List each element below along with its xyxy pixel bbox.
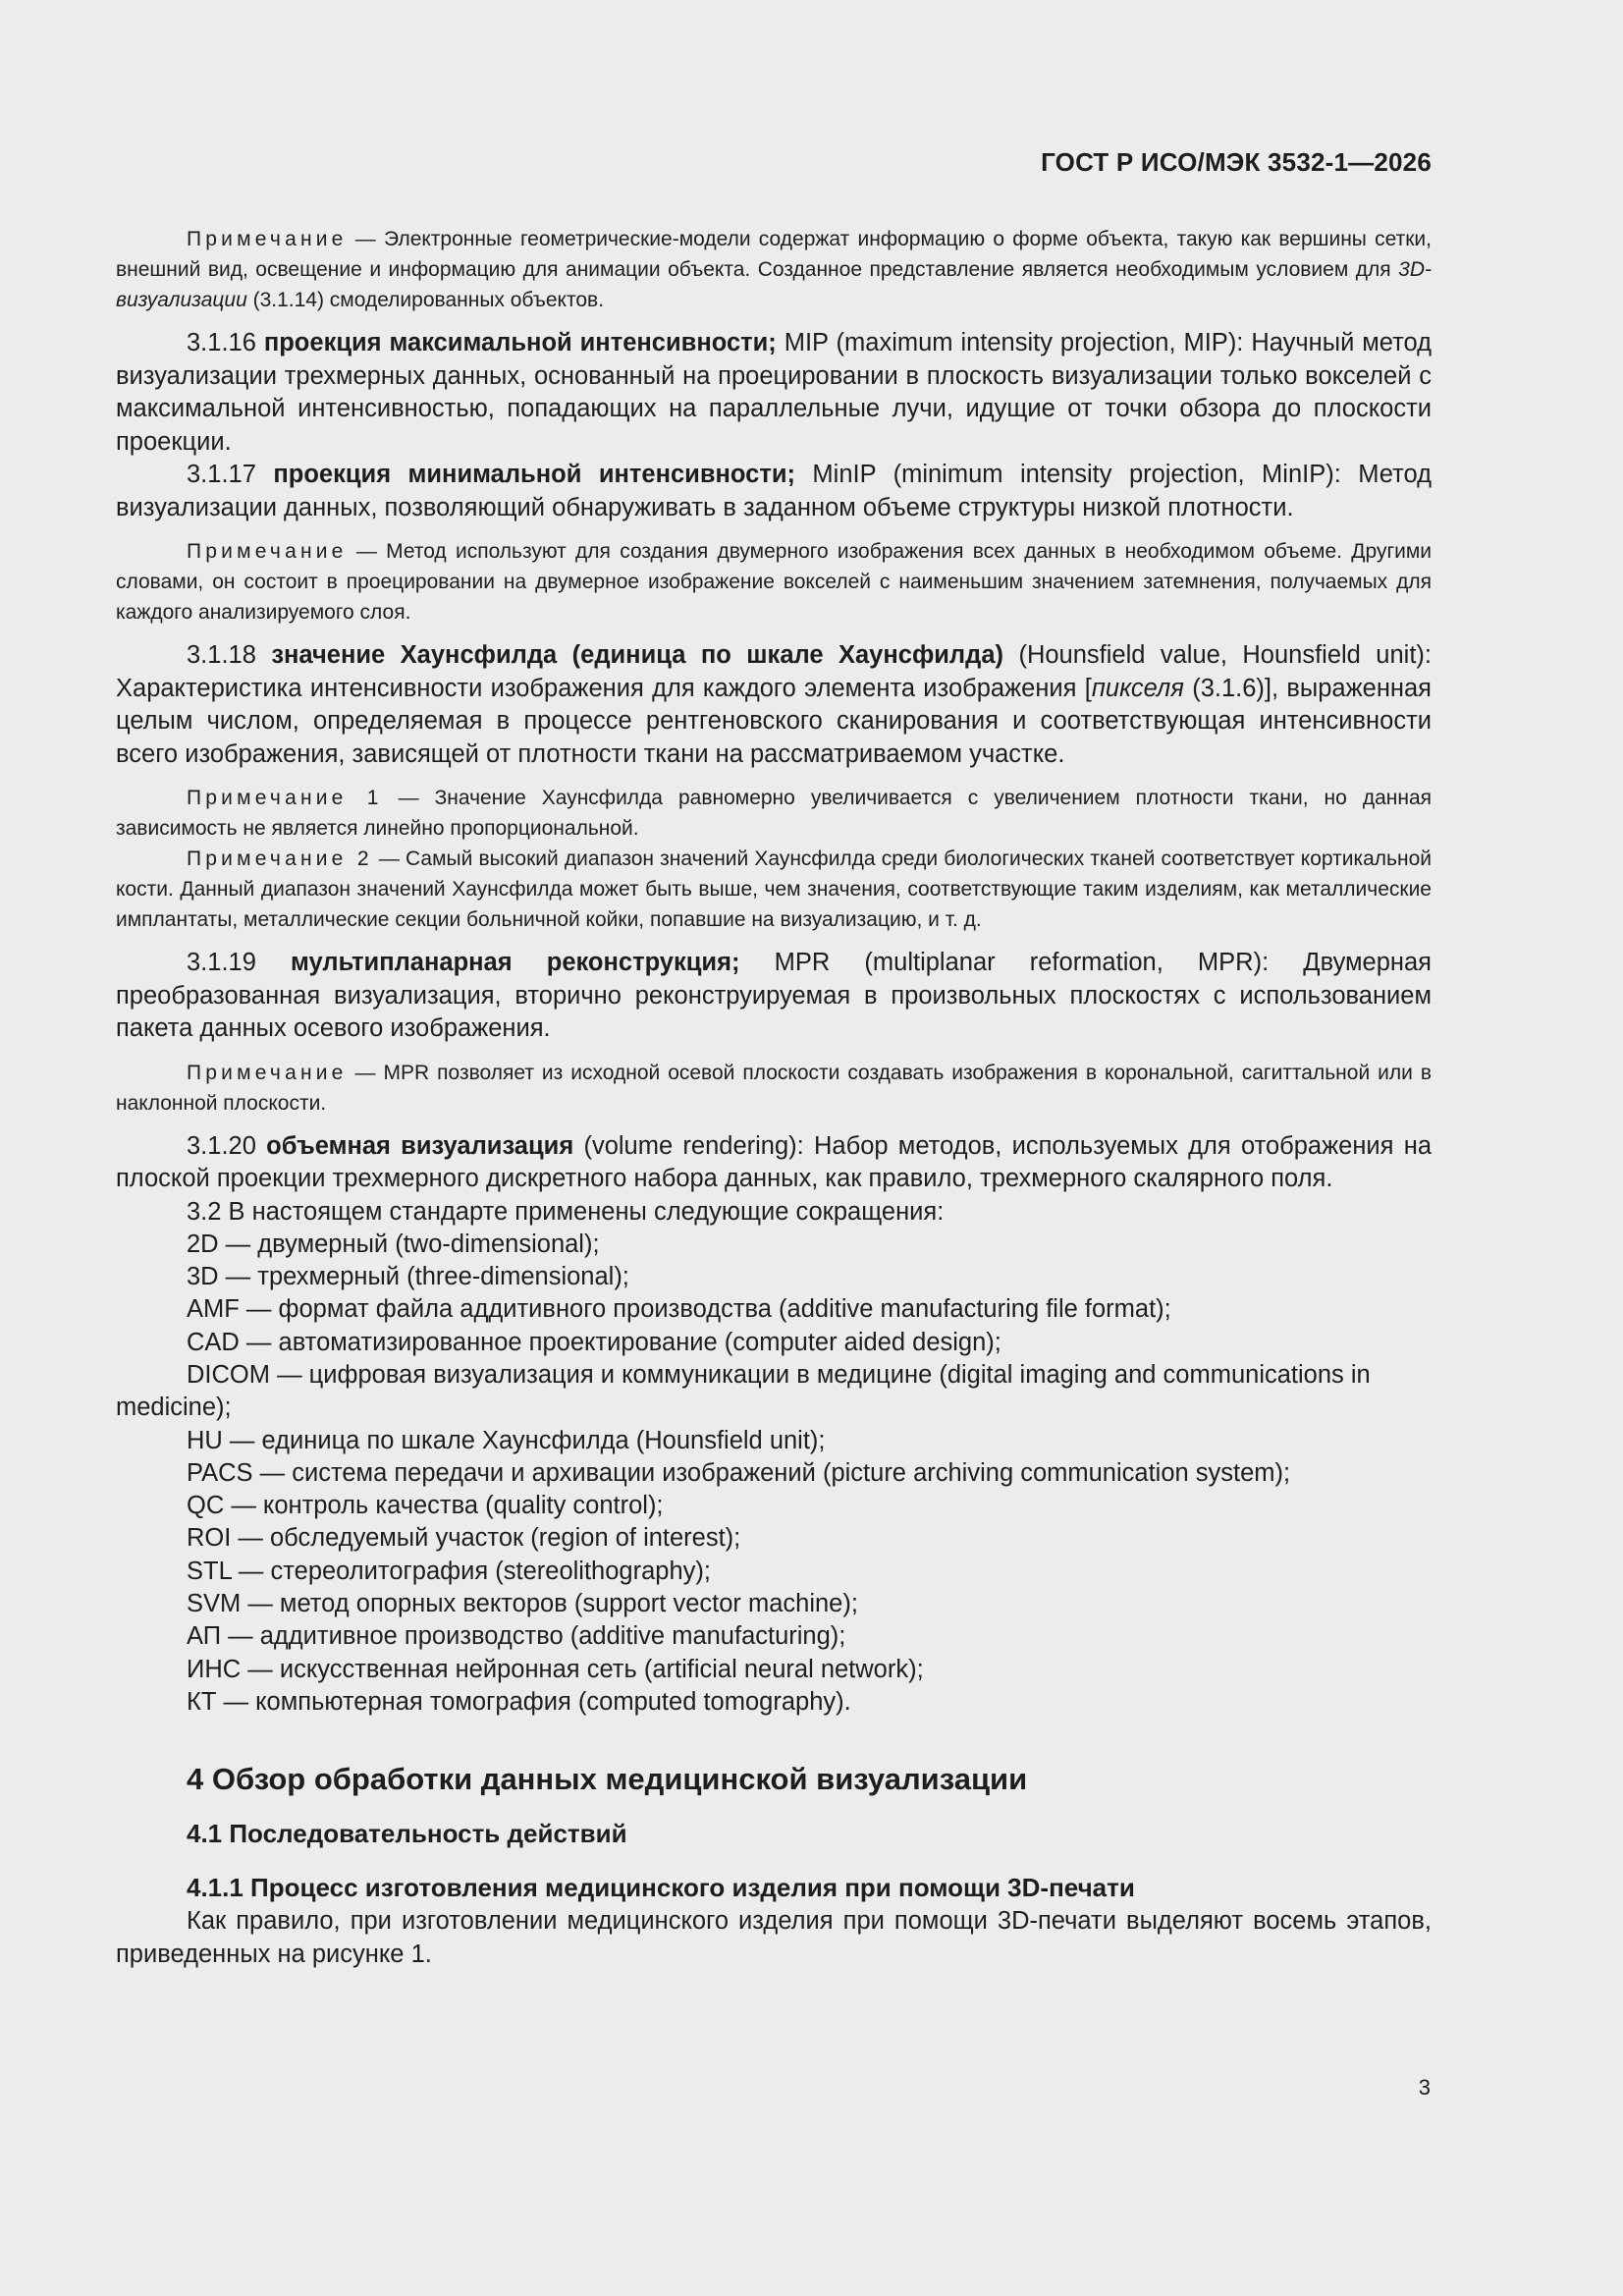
note-text: — MPR позволяет из исходной осевой плоскости создавать изображения в корональной, сагиттальной или в наклонной плоскости. — [116, 1061, 1432, 1115]
note-label: Примечание — [187, 228, 348, 250]
term-definition: MinIP (minimum intensity projection, MinIP): Метод визуализации данных, позволяющий обнаруживать в заданном объеме структуры низкой плотности. — [116, 461, 1432, 521]
page-content — [116, 224, 1432, 1983]
term-name: значение Хаунсфилда (единица по шкале Хаунсфилда) — [271, 641, 1003, 669]
note-text: — Самый высокий диапазон значений Хаунсфилда среди биологических тканей соответствует кортикальной кости. Данный диапазон значений Хаунсфилда может быть выше, чем значения, соответствующие таким изделиям, как металлические имплантаты, металлические секции больничной койки, попавшие на визуализацию, и т. д. — [116, 847, 1432, 931]
note-label: Примечание — [187, 1061, 348, 1084]
term-3-1-18 — [116, 639, 1432, 771]
document-header: ГОСТ Р ИСО/МЭК 3532-1—2026 — [1041, 147, 1432, 177]
abbreviation-item: CAD — автоматизированное проектирование (computer aided design); — [187, 1328, 1001, 1356]
note-paragraph — [116, 224, 1432, 315]
term-name: мультипланарная реконструкция; — [291, 949, 740, 976]
term-3-1-17 — [116, 459, 1432, 524]
abbreviation-item: ИНС — искусственная нейронная сеть (artificial neural network); — [187, 1655, 924, 1683]
term-number: 3.1.18 — [187, 641, 272, 669]
note-paragraph — [116, 1058, 1432, 1119]
abbreviation-item: АП — аддитивное производство (additive manufacturing); — [187, 1622, 846, 1651]
abbreviation-item: DICOM — цифровая визуализация и коммуникации в медицине (digital imaging and communications in medicine); — [116, 1360, 1371, 1422]
page-number: 3 — [1418, 2075, 1431, 2100]
note-text: — Метод используют для создания двумерного изображения всех данных в необходимом объеме. Другими словами, он состоит в проецировании на двумерное изображение вокселей с наименьшим значением затемнения, получаемых для каждого анализируемого слоя. — [116, 540, 1432, 624]
term-3-1-16 — [116, 327, 1432, 459]
abbreviation-item: PACS — система передачи и архивации изображений (picture archiving communication system); — [187, 1458, 1291, 1487]
term-name: проекция минимальной интенсивности; — [273, 461, 795, 488]
term-italic: пикселя — [1091, 674, 1184, 702]
note-paragraph — [116, 536, 1432, 628]
term-definition: MIP (maximum intensity projection, MIP): Научный метод визуализации трехмерных данных, основанный на проецировании в плоскость визуализации только вокселей с максимальной интенсивностью, попадающих на параллельные лучи, идущие от точки обзора до плоскости проекции. — [116, 329, 1432, 456]
note-label: Примечание — [187, 847, 348, 870]
term-3-1-19 — [116, 947, 1432, 1046]
abbreviation-item: AMF — формат файла аддитивного производства (additive manufacturing file format); — [187, 1295, 1171, 1324]
term-definition: MPR (multiplanar reformation, MPR): Двумерная преобразованная визуализация, вторично реконструируемая в произвольных плоскостях с использованием пакета данных осевого изображения. — [116, 949, 1432, 1042]
term-definition-tail: (3.1.6)], выраженная целым числом, определяемая в процессе рентгеновского сканирования и соответствующая интенсивности всего изображения, зависящей от плотности ткани на рассматриваемом участке. — [116, 674, 1432, 768]
note-text: — Электронные геометрические-модели содержат информацию о форме объекта, такую как вершины сетки, внешний вид, освещение и информацию для анимации объекта. Созданное представление является необходимым условием для — [116, 228, 1432, 281]
abbreviation-item: STL — стереолитография (stereolithography); — [187, 1557, 711, 1585]
abbreviation-item: 3D — трехмерный (three-dimensional); — [187, 1263, 629, 1291]
abbreviation-item: ROI — обследуемый участок (region of interest); — [187, 1524, 741, 1553]
term-number: 3.1.20 — [187, 1131, 267, 1160]
section-3-2-intro: 3.2 В настоящем стандарте применены следующие сокращения: — [187, 1197, 945, 1226]
note-label: Примечание — [187, 787, 348, 809]
note-paragraph-2 — [116, 844, 1432, 935]
subsection-heading-4-1-1: 4.1.1 Процесс изготовления медицинского изделия при помощи 3D-печати — [187, 1873, 1135, 1903]
note-label: Примечание — [187, 540, 348, 563]
term-number: 3.1.16 — [187, 329, 264, 356]
abbreviation-item: SVM — метод опорных векторов (support vector machine); — [187, 1590, 858, 1618]
abbreviation-item: 2D — двумерный (two-dimensional); — [187, 1230, 600, 1258]
section-heading-4: 4 Обзор обработки данных медицинской визуализации — [187, 1762, 1028, 1797]
note-paragraph-1 — [116, 783, 1432, 844]
term-number: 3.1.19 — [187, 949, 292, 976]
note-text-tail: (3.1.14) смоделированных объектов. — [246, 289, 605, 311]
term-3-1-20 — [116, 1130, 1432, 1196]
note-italic: 3D-визуализации — [116, 258, 1432, 311]
term-number: 3.1.17 — [187, 461, 274, 488]
term-definition: (Hounsfield value, Hounsfield unit): Характеристика интенсивности изображения для каждого элемента изображения [ — [116, 641, 1433, 702]
abbreviation-item: HU — единица по шкале Хаунсфилда (Hounsfield unit); — [187, 1426, 826, 1454]
subsection-heading-4-1: 4.1 Последовательность действий — [187, 1819, 627, 1849]
abbreviation-item: QC — контроль качества (quality control); — [187, 1492, 664, 1520]
note-number: 2 — [347, 847, 373, 870]
note-number: 1 — [347, 787, 383, 809]
term-definition: (volume rendering): Набор методов, используемых для отображения на плоской проекции трехмерного дискретного набора данных, как правило, трехмерного скалярного поля. — [116, 1131, 1433, 1192]
term-name: проекция максимальной интенсивности; — [263, 329, 777, 356]
abbreviation-item: КТ — компьютерная томография (computed tomography). — [187, 1687, 851, 1716]
term-name: объемная визуализация — [266, 1131, 574, 1160]
note-text: — Значение Хаунсфилда равномерно увеличивается с увеличением плотности ткани, но данная зависимость не является линейно пропорциональной. — [116, 787, 1432, 840]
body-paragraph: Как правило, при изготовлении медицинского изделия при помощи 3D-печати выделяют восемь этапов, приведенных на рисунке 1. — [116, 1907, 1432, 1968]
